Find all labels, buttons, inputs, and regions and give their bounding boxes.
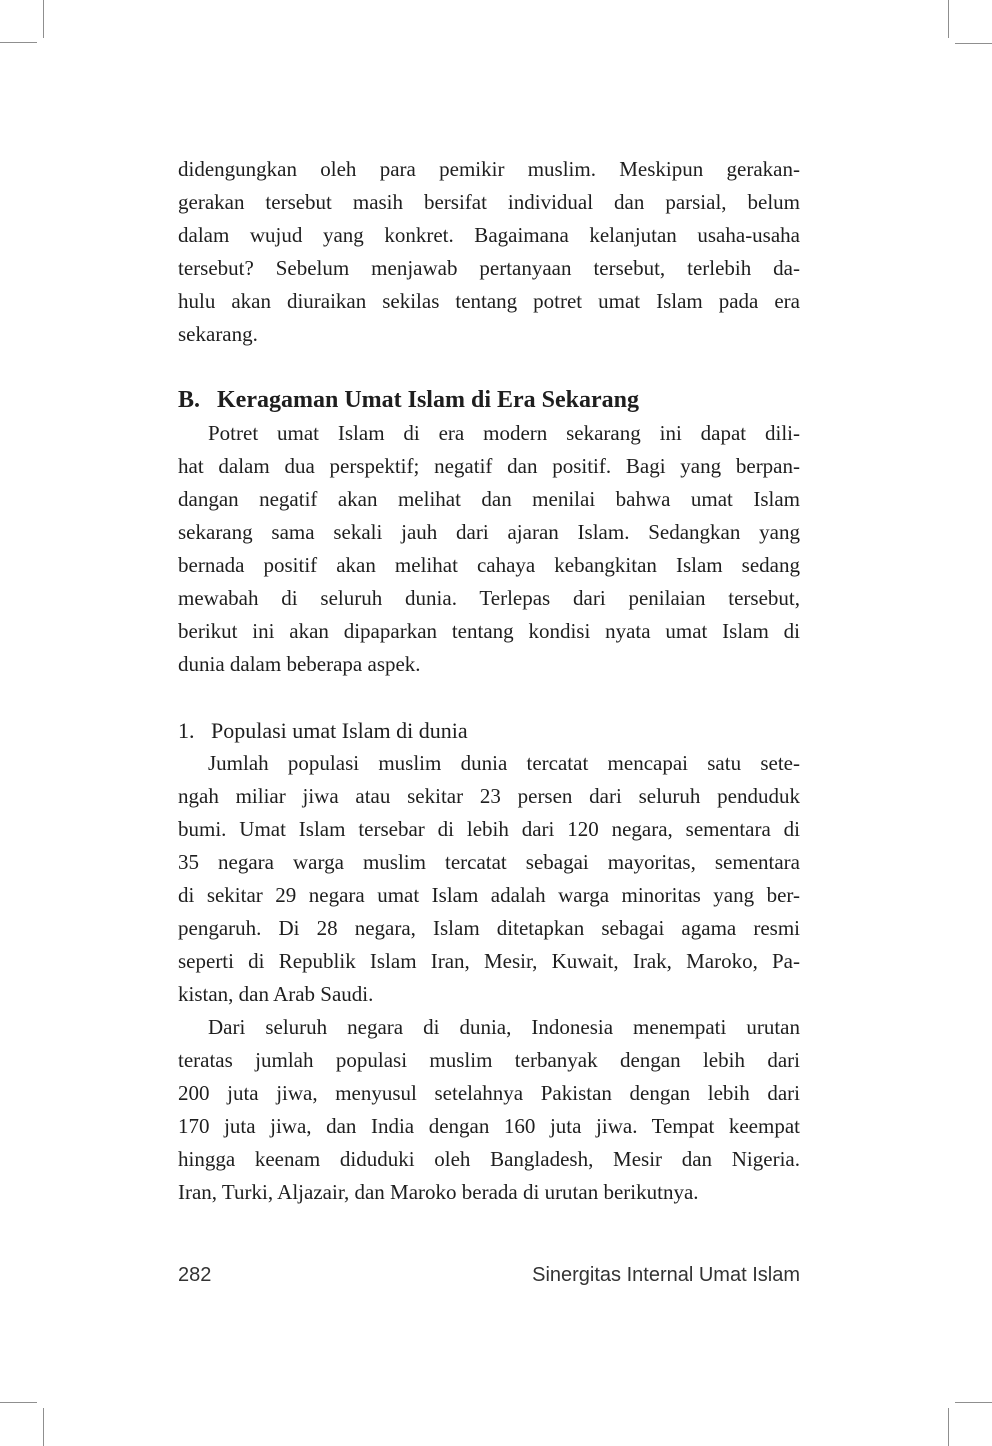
page-number: 282 <box>178 1264 212 1286</box>
text-line: Jumlah populasi muslim dunia tercatat mencapai satu sete- <box>208 751 800 775</box>
text-line: sekarang. <box>178 322 258 346</box>
crop-mark-bottom-left-horizontal <box>0 1402 37 1403</box>
text-line: bumi. Umat Islam tersebar di lebih dari 120 negara, sementara di <box>178 817 800 841</box>
text-line: Potret umat Islam di era modern sekarang ini dapat dili- <box>208 421 800 445</box>
page-footer <box>178 1264 800 1287</box>
subsection-title: Populasi umat Islam di dunia <box>211 718 468 743</box>
text-line: ngah miliar jiwa atau sekitar 23 persen dari seluruh penduduk <box>178 784 800 808</box>
crop-mark-bottom-right-vertical <box>948 1408 949 1446</box>
text-line: hingga keenam diduduki oleh Bangladesh, Mesir dan Nigeria. <box>178 1147 800 1171</box>
text-line: tersebut? Sebelum menjawab pertanyaan tersebut, terlebih da- <box>178 256 800 280</box>
text-line: Dari seluruh negara di dunia, Indonesia menempati urutan <box>208 1015 800 1039</box>
text-line: 200 juta jiwa, menyusul setelahnya Pakistan dengan lebih dari <box>178 1081 800 1105</box>
section-title: Keragaman Umat Islam di Era Sekarang <box>217 387 639 413</box>
text-line: seperti di Republik Islam Iran, Mesir, Kuwait, Irak, Maroko, Pa- <box>178 949 800 973</box>
crop-mark-top-right-horizontal <box>955 43 992 44</box>
text-line: berikut ini akan dipaparkan tentang kondisi nyata umat Islam di <box>178 619 800 643</box>
text-line: hulu akan diuraikan sekilas tentang potret umat Islam pada era <box>178 289 800 313</box>
text-line: hat dalam dua perspektif; negatif dan positif. Bagi yang berpan- <box>178 454 800 478</box>
running-title: Sinergitas Internal Umat Islam <box>532 1264 800 1286</box>
subsection-heading-1 <box>178 714 800 747</box>
crop-mark-top-left-horizontal <box>0 42 37 43</box>
text-line: pengaruh. Di 28 negara, Islam ditetapkan sebagai agama resmi <box>178 916 800 940</box>
crop-mark-bottom-right-horizontal <box>955 1402 992 1403</box>
text-line: dangan negatif akan melihat dan menilai bahwa umat Islam <box>178 487 800 511</box>
text-line: mewabah di seluruh dunia. Terlepas dari penilaian tersebut, <box>178 586 800 610</box>
text-line: sekarang sama sekali jauh dari ajaran Islam. Sedangkan yang <box>178 520 800 544</box>
crop-mark-top-right-vertical <box>948 0 949 38</box>
text-line: di sekitar 29 negara umat Islam adalah warga minoritas yang ber- <box>178 883 800 907</box>
text-line: teratas jumlah populasi muslim terbanyak dengan lebih dari <box>178 1048 800 1072</box>
text-line: kistan, dan Arab Saudi. <box>178 982 374 1006</box>
paragraph-continued-from-previous-page <box>178 153 800 351</box>
section-heading-b <box>178 384 800 417</box>
crop-mark-bottom-left-vertical <box>43 1408 44 1446</box>
text-line: bernada positif akan melihat cahaya kebangkitan Islam sedang <box>178 553 800 577</box>
text-line: didengungkan oleh para pemikir muslim. Meskipun gerakan- <box>178 157 800 181</box>
text-line: 170 juta jiwa, dan India dengan 160 juta jiwa. Tempat keempat <box>178 1114 800 1138</box>
text-line: dalam wujud yang konkret. Bagaimana kelanjutan usaha-usaha <box>178 223 800 247</box>
subsection-1-paragraph-a <box>178 747 800 1011</box>
text-line: gerakan tersebut masih bersifat individual dan parsial, belum <box>178 190 800 214</box>
section-b-paragraph <box>178 417 800 681</box>
crop-mark-top-left-vertical <box>43 0 44 38</box>
section-label: B. <box>178 387 201 413</box>
subsection-label: 1. <box>178 718 195 743</box>
page-text-block <box>178 153 800 1209</box>
text-line: Iran, Turki, Aljazair, dan Maroko berada di urutan berikutnya. <box>178 1180 699 1204</box>
subsection-1-paragraph-b <box>178 1011 800 1209</box>
text-line: dunia dalam beberapa aspek. <box>178 652 421 676</box>
text-line: 35 negara warga muslim tercatat sebagai mayoritas, sementara <box>178 850 800 874</box>
